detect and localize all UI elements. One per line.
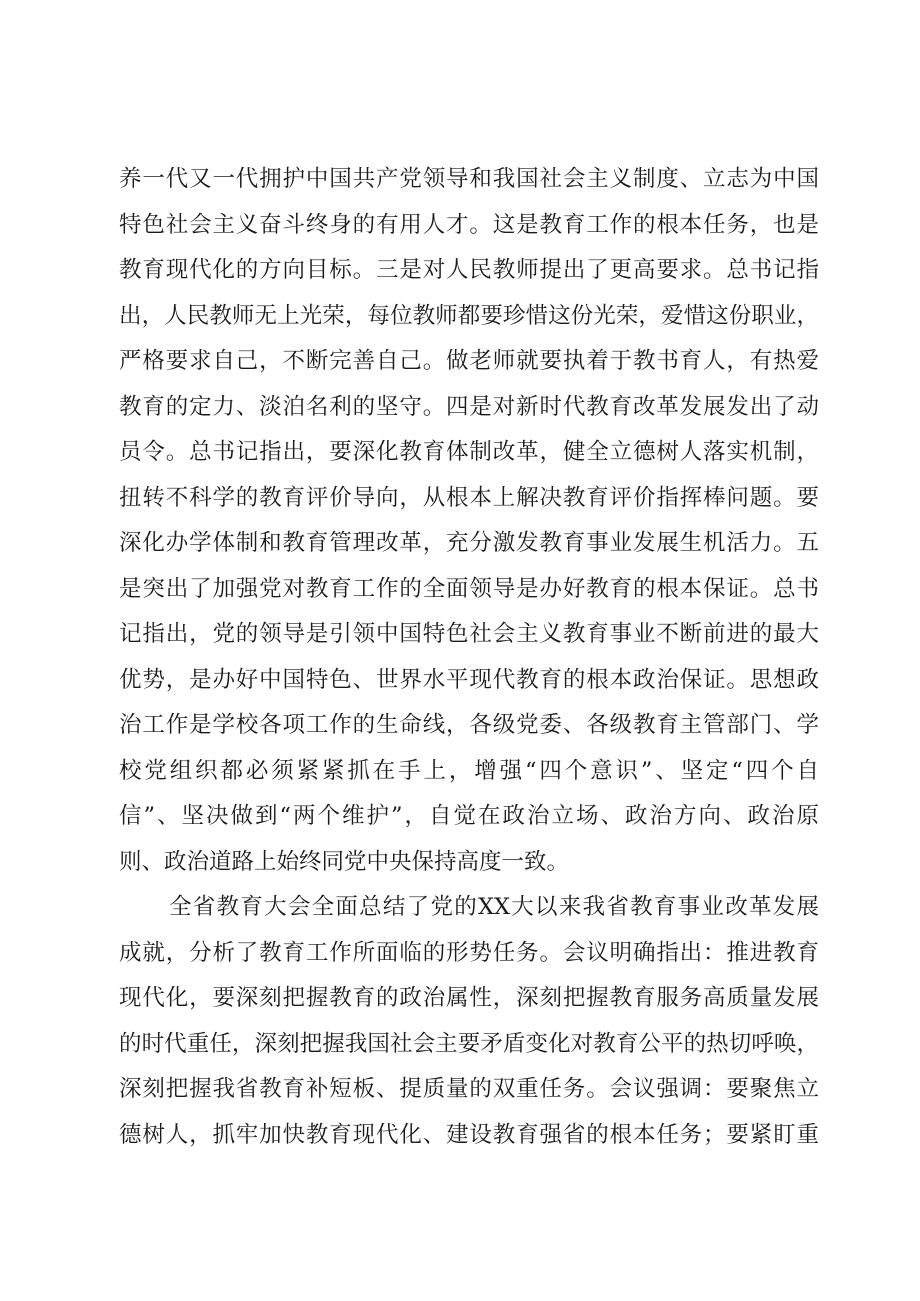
text-line: 养一代又一代拥护中国共产党领导和我国社会主义制度、立志为中国	[119, 166, 819, 192]
text-line: 教育的定力、淡泊名利的坚守。四是对新时代教育改革发展发出了动	[119, 393, 819, 420]
text-line: 深刻把握我省教育补短板、提质量的双重任务。会议强调：要聚焦立	[119, 1076, 819, 1102]
text-line: 特色社会主义奋斗终身的有用人才。这是教育工作的根本任务，也是	[119, 211, 819, 238]
text-line: 则、政治道路上始终同党中央保持高度一致。	[119, 848, 570, 875]
text-line: 扭转不科学的教育评价导向，从根本上解决教育评价指挥棒问题。要	[119, 484, 819, 511]
text-line: 全省教育大会全面总结了党的XX大以来我省教育事业改革发展	[169, 894, 819, 920]
text-line: 信”、坚决做到“两个维护”，自觉在政治立场、政治方向、政治原	[119, 803, 819, 829]
text-line: 记指出，党的领导是引领中国特色社会主义教育事业不断前进的最大	[119, 621, 819, 647]
text-line: 严格要求自己，不断完善自己。做老师就要执着于教书育人，有热爱	[119, 348, 819, 374]
text-line: 德树人，抓牢加快教育现代化、建设教育强省的根本任务；要紧盯重	[119, 1121, 819, 1148]
body-text	[119, 157, 819, 1158]
text-line: 教育现代化的方向目标。三是对人民教师提出了更高要求。总书记指	[119, 257, 819, 283]
text-line: 是突出了加强党对教育工作的全面领导是办好教育的根本保证。总书	[119, 575, 819, 602]
text-line: 成就，分析了教育工作所面临的形势任务。会议明确指出：推进教育	[119, 939, 819, 966]
text-line: 现代化，要深刻把握教育的政治属性，深刻把握教育服务高质量发展	[119, 985, 819, 1011]
text-line: 出，人民教师无上光荣，每位教师都要珍惜这份光荣，爱惜这份职业，	[119, 302, 819, 329]
text-line: 治工作是学校各项工作的生命线，各级党委、各级教育主管部门、学	[119, 712, 819, 738]
text-line: 深化办学体制和教育管理改革，充分激发教育事业发展生机活力。五	[119, 530, 819, 556]
text-line: 优势，是办好中国特色、世界水平现代教育的根本政治保证。思想政	[119, 666, 819, 693]
text-line: 校党组织都必须紧紧抓在手上，增强“四个意识”、坚定“四个自	[119, 757, 819, 784]
text-line: 员令。总书记指出，要深化教育体制改革，健全立德树人落实机制，	[119, 439, 819, 465]
text-line: 的时代重任，深刻把握我国社会主要矛盾变化对教育公平的热切呼唤，	[119, 1030, 819, 1057]
